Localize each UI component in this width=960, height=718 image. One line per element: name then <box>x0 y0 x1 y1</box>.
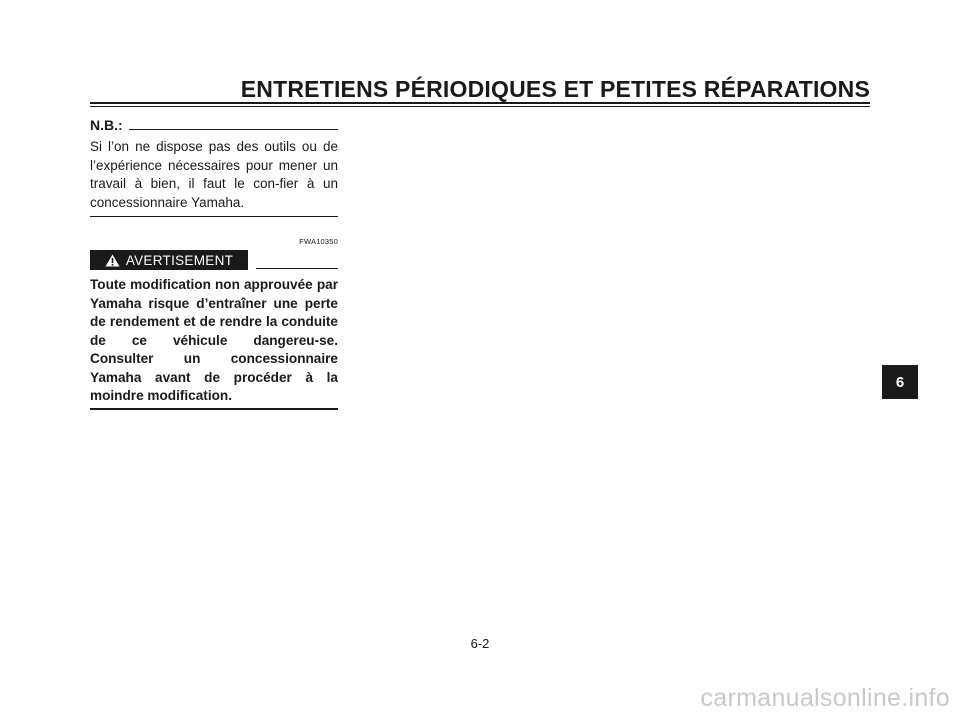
note-text: Si l’on ne dispose pas des outils ou de l’expérience nécessaires pour mener un travail à bien, il faut le con-fier à un concessionnaire Yamaha. <box>90 139 338 210</box>
watermark: carmanualsonline.info <box>700 684 950 712</box>
header-rule-thin <box>90 106 870 107</box>
warning-end-rule <box>90 408 338 410</box>
warning-triangle-icon <box>105 254 120 267</box>
content-column <box>90 114 338 410</box>
warning-text: Toute modification non approuvée par Yamaha risque d’entraîner une perte de rendement et de rendre la conduite de ce véhicule dangereu-se. Consulter un concessionnaire Yamaha avant de procéder à la moindre modification. <box>90 277 338 403</box>
warning-header <box>90 250 338 270</box>
note-rule <box>129 129 338 130</box>
note-header <box>90 114 338 136</box>
warning-badge-label: AVERTISEMENT <box>125 252 234 268</box>
header-rule <box>90 102 870 104</box>
warning-badge <box>90 250 248 270</box>
note-end-rule <box>90 216 338 217</box>
page-title: ENTRETIENS PÉRIODIQUES ET PETITES RÉPARATIONS <box>240 76 870 102</box>
warning-code: FWA10350 <box>299 237 338 246</box>
page-number: 6-2 <box>470 636 490 651</box>
chapter-tab: 6 <box>882 365 918 399</box>
note-label: N.B.: <box>90 117 123 133</box>
warning-rule <box>256 268 338 269</box>
